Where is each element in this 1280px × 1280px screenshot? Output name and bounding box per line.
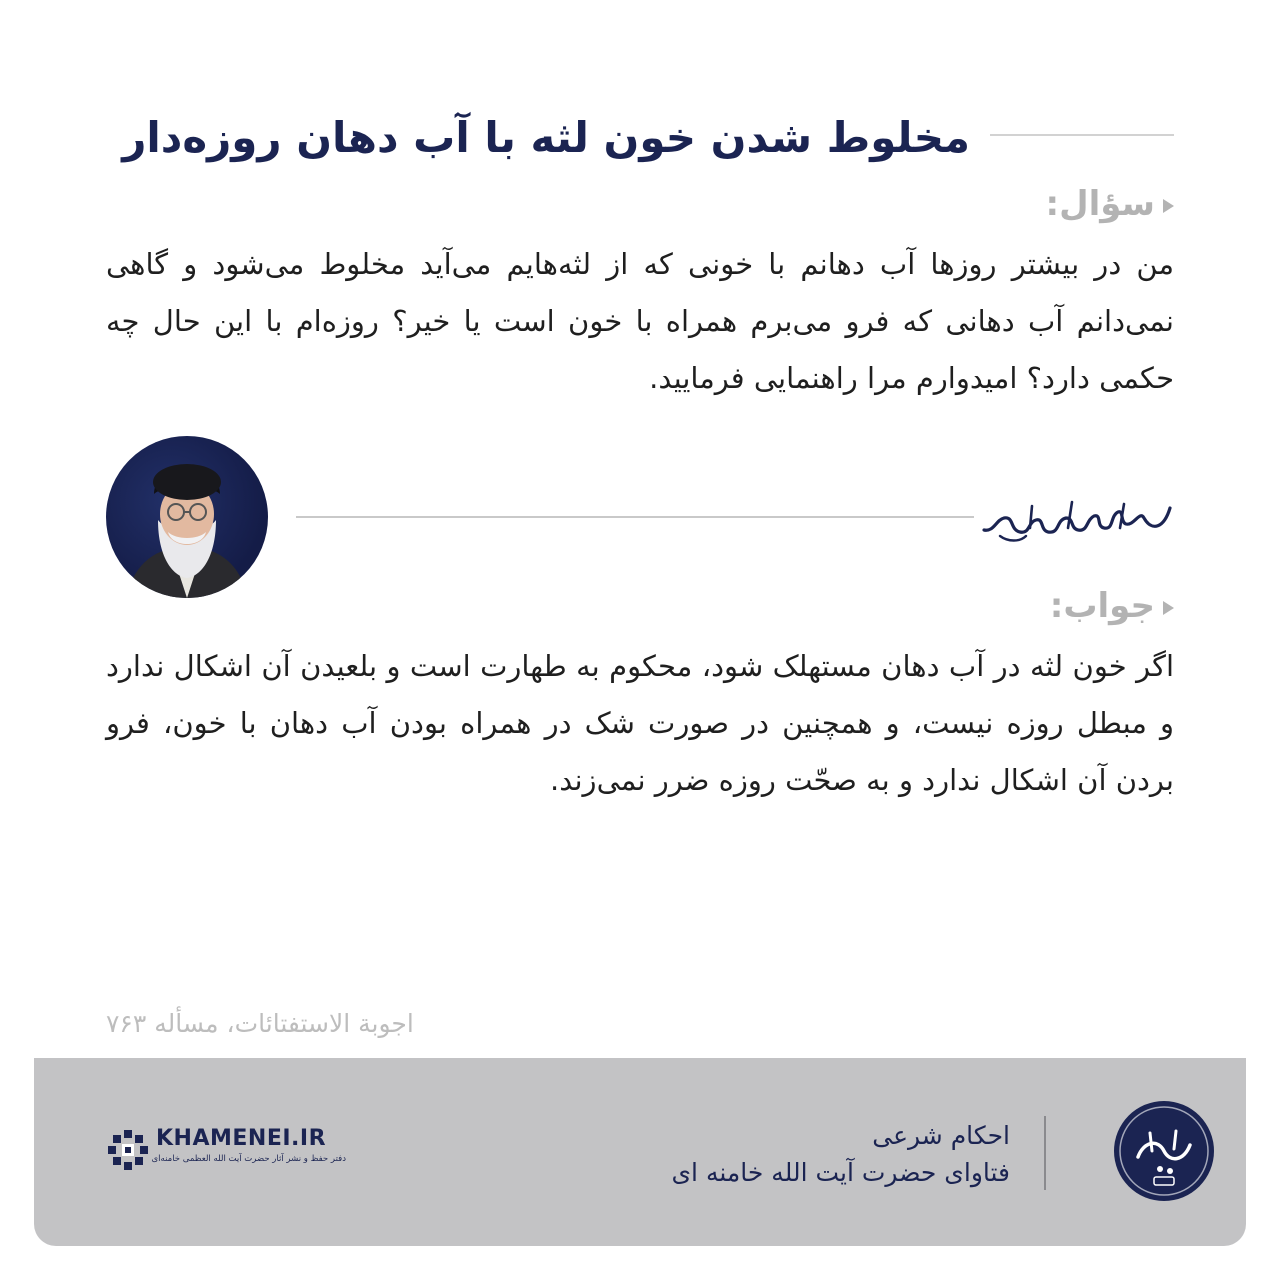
site-subtitle: دفتر حفظ و نشر آثار حضرت آیت الله العظمی خامنه‌ای (151, 1154, 346, 1164)
portrait-avatar (106, 436, 268, 598)
triangle-marker-icon (1163, 601, 1174, 615)
footer-divider (1044, 1116, 1046, 1190)
source-label: اجوبة الاستفتائات، مسأله ۷۶۳ (106, 1009, 414, 1038)
footer-category: احکام شرعی (872, 1121, 1010, 1150)
question-heading (874, 182, 1174, 226)
page-title: مخلوط شدن خون لثه با آب دهان روزه‌دار (122, 113, 970, 162)
answer-heading-label: جواب: (1049, 586, 1155, 626)
khamenei-ir-logo[interactable] (106, 1128, 346, 1176)
triangle-marker-icon (1163, 199, 1174, 213)
basmala-calligraphy (974, 488, 1178, 548)
footer-caption (410, 1118, 1010, 1192)
answer-text: اگر خون لثه در آب دهان مستهلک شود، محکوم به طهارت است و بلعیدن آن اشکال ندارد و مبطل روزه نیست، و همچنین در صورت شک در همراه بودن آب دهان با خون، فرو بردن آن اشکال ندارد و به صحّت روزه ضرر نمی‌زند. (106, 649, 1174, 797)
question-heading-label: سؤال: (1045, 184, 1155, 224)
answer-heading (874, 584, 1174, 628)
site-name: KHAMENEI.IR (156, 1126, 327, 1151)
emblem-logo (1114, 1101, 1214, 1201)
footer-band (34, 1058, 1246, 1246)
basmala-divider (296, 516, 974, 518)
portrait-illustration (106, 436, 268, 598)
site-logo-icon (106, 1128, 150, 1172)
fiqh-emblem-icon (1114, 1101, 1214, 1201)
source-citation (106, 1004, 706, 1044)
footer-series-title: فتاوای حضرت آیت الله خامنه ای (671, 1158, 1010, 1187)
title-divider (990, 134, 1174, 136)
question-text: من در بیشتر روزها آب دهانم با خونی که از لثه‌هایم می‌آید مخلوط می‌شود و گاهی نمی‌دانم آب دهانی که فرو می‌برم همراه با خون است یا خیر؟ روزه‌ام با این حال چه حکمی دارد؟ امیدوارم مرا راهنمایی فرمایید. (106, 247, 1174, 395)
